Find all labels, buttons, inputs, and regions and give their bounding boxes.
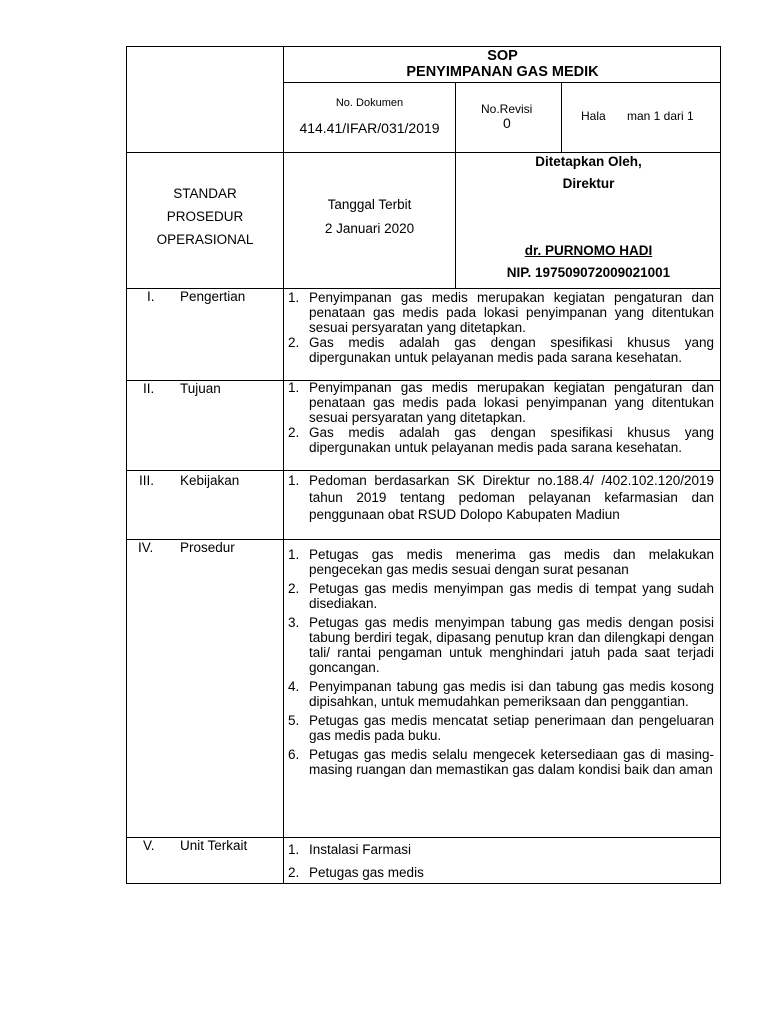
item-text: Instalasi Farmasi xyxy=(309,842,412,857)
item-text: Penyimpanan gas medis merupakan kegiatan pengaturan dan penataan gas medis pada lokasi penyimpanan yang ditentukan sesuai persyaratan yang ditetapkan. xyxy=(309,290,714,335)
section-content xyxy=(288,290,714,365)
page-label-a: Hala xyxy=(581,109,606,123)
item-text: Petugas gas medis menyimpan tabung gas medis dengan posisi tabung berdiri tegak, dipasang penutup kran dan dilengkapi dengan tali/ rantai pengaman untuk menghindari jatuh pada saat terjadi goncangan. xyxy=(309,615,714,675)
item-number: 2. xyxy=(288,335,300,350)
section-label: Tujuan xyxy=(180,381,221,396)
item-text: Penyimpanan gas medis merupakan kegiatan pengaturan dan penataan gas medis pada lokasi penyimpanan yang ditentukan sesuai persyaratan yang ditetapkan. xyxy=(309,380,714,425)
sop-title: SOP xyxy=(487,48,518,64)
item-number: 1. xyxy=(288,842,300,857)
item-number: 1. xyxy=(288,290,300,305)
item-text: Gas medis adalah gas dengan spesifikasi khusus yang dipergunakan untuk pelayanan medis pada sarana kesehatan. xyxy=(309,425,714,455)
list-item xyxy=(288,335,714,365)
director-title: Direktur xyxy=(562,176,615,191)
section-label: Unit Terkait xyxy=(180,838,248,853)
item-text: Gas medis adalah gas dengan spesifikasi khusus yang dipergunakan untuk pelayanan medis pada sarana kesehatan. xyxy=(309,335,714,365)
divider xyxy=(455,82,456,153)
list-item xyxy=(288,425,714,455)
issue-date-value: 2 Januari 2020 xyxy=(324,221,415,236)
item-text: Petugas gas medis selalu mengecek ketersediaan gas di masing-masing ruangan dan memastikan gas dalam kondisi baik dan aman xyxy=(309,747,714,777)
section-label: Prosedur xyxy=(180,540,235,555)
item-text: Pedoman berdasarkan SK Direktur no.188.4/ /402.102.120/2019 tahun 2019 tentang pedoman pelayanan kefarmasian dan penggunaan obat RSUD Dolopo Kabupaten Madiun xyxy=(309,473,714,522)
item-number: 1. xyxy=(288,380,300,395)
list-item xyxy=(288,679,714,709)
document-title: PENYIMPANAN GAS MEDIK xyxy=(406,64,599,80)
set-by-label: Ditetapkan Oleh, xyxy=(535,154,642,169)
item-number: 4. xyxy=(288,679,300,694)
sop-label-line2: PROSEDUR xyxy=(166,209,244,224)
list-item xyxy=(288,380,714,425)
section-content xyxy=(288,838,714,884)
sop-label-line3: OPERASIONAL xyxy=(156,232,254,247)
list-item xyxy=(288,713,714,743)
list-item xyxy=(288,290,714,335)
item-text: Petugas gas medis menyimpan gas medis di tempat yang sudah disediakan. xyxy=(309,581,714,611)
section-content xyxy=(288,547,714,777)
list-item xyxy=(288,838,714,861)
item-text: Petugas gas medis mencatat setiap penerimaan dan pengeluaran gas medis pada buku. xyxy=(309,713,714,743)
divider xyxy=(283,288,284,884)
list-item xyxy=(288,615,714,675)
item-number: 2. xyxy=(288,425,300,440)
item-text: Petugas gas medis xyxy=(309,865,424,880)
item-number: 3. xyxy=(288,615,300,630)
divider xyxy=(561,82,562,153)
page-label-b: man 1 dari 1 xyxy=(627,109,694,123)
item-number: 1. xyxy=(288,473,300,488)
item-number: 6. xyxy=(288,747,300,762)
divider xyxy=(283,82,721,83)
item-text: Penyimpanan tabung gas medis isi dan tabung gas medis kosong dipisahkan, untuk memudahkan pemeriksaan dan penggantian. xyxy=(309,679,714,709)
section-number: III. xyxy=(139,473,155,488)
section-number: IV. xyxy=(138,540,154,555)
section-number: I. xyxy=(147,289,155,304)
revision-value: 0 xyxy=(503,115,511,131)
row-divider xyxy=(126,470,721,471)
list-item xyxy=(288,472,714,523)
list-item xyxy=(288,581,714,611)
item-number: 2. xyxy=(288,581,300,596)
item-number: 1. xyxy=(288,547,300,562)
director-name: dr. PURNOMO HADI xyxy=(524,243,653,258)
item-text: Petugas gas medis menerima gas medis dan melakukan pengecekan gas medis sesuai dengan surat pesanan xyxy=(309,547,714,577)
director-nip: NIP. 197509072009021001 xyxy=(506,265,671,280)
section-number: V. xyxy=(143,838,155,853)
issue-date-label: Tanggal Terbit xyxy=(327,197,412,212)
doc-number-value: 414.41/IFAR/031/2019 xyxy=(299,120,440,136)
item-number: 2. xyxy=(288,865,300,880)
doc-number-label: No. Dokumen xyxy=(335,97,404,109)
section-content xyxy=(288,380,714,455)
section-label: Pengertian xyxy=(180,289,246,304)
list-item xyxy=(288,861,714,884)
section-content xyxy=(288,472,714,523)
section-label: Kebijakan xyxy=(180,473,240,488)
item-number: 5. xyxy=(288,713,300,728)
sop-label-line1: STANDAR xyxy=(173,186,237,201)
list-item xyxy=(288,547,714,577)
list-item xyxy=(288,747,714,777)
section-number: II. xyxy=(143,381,155,396)
revision-label: No.Revisi xyxy=(481,102,533,116)
